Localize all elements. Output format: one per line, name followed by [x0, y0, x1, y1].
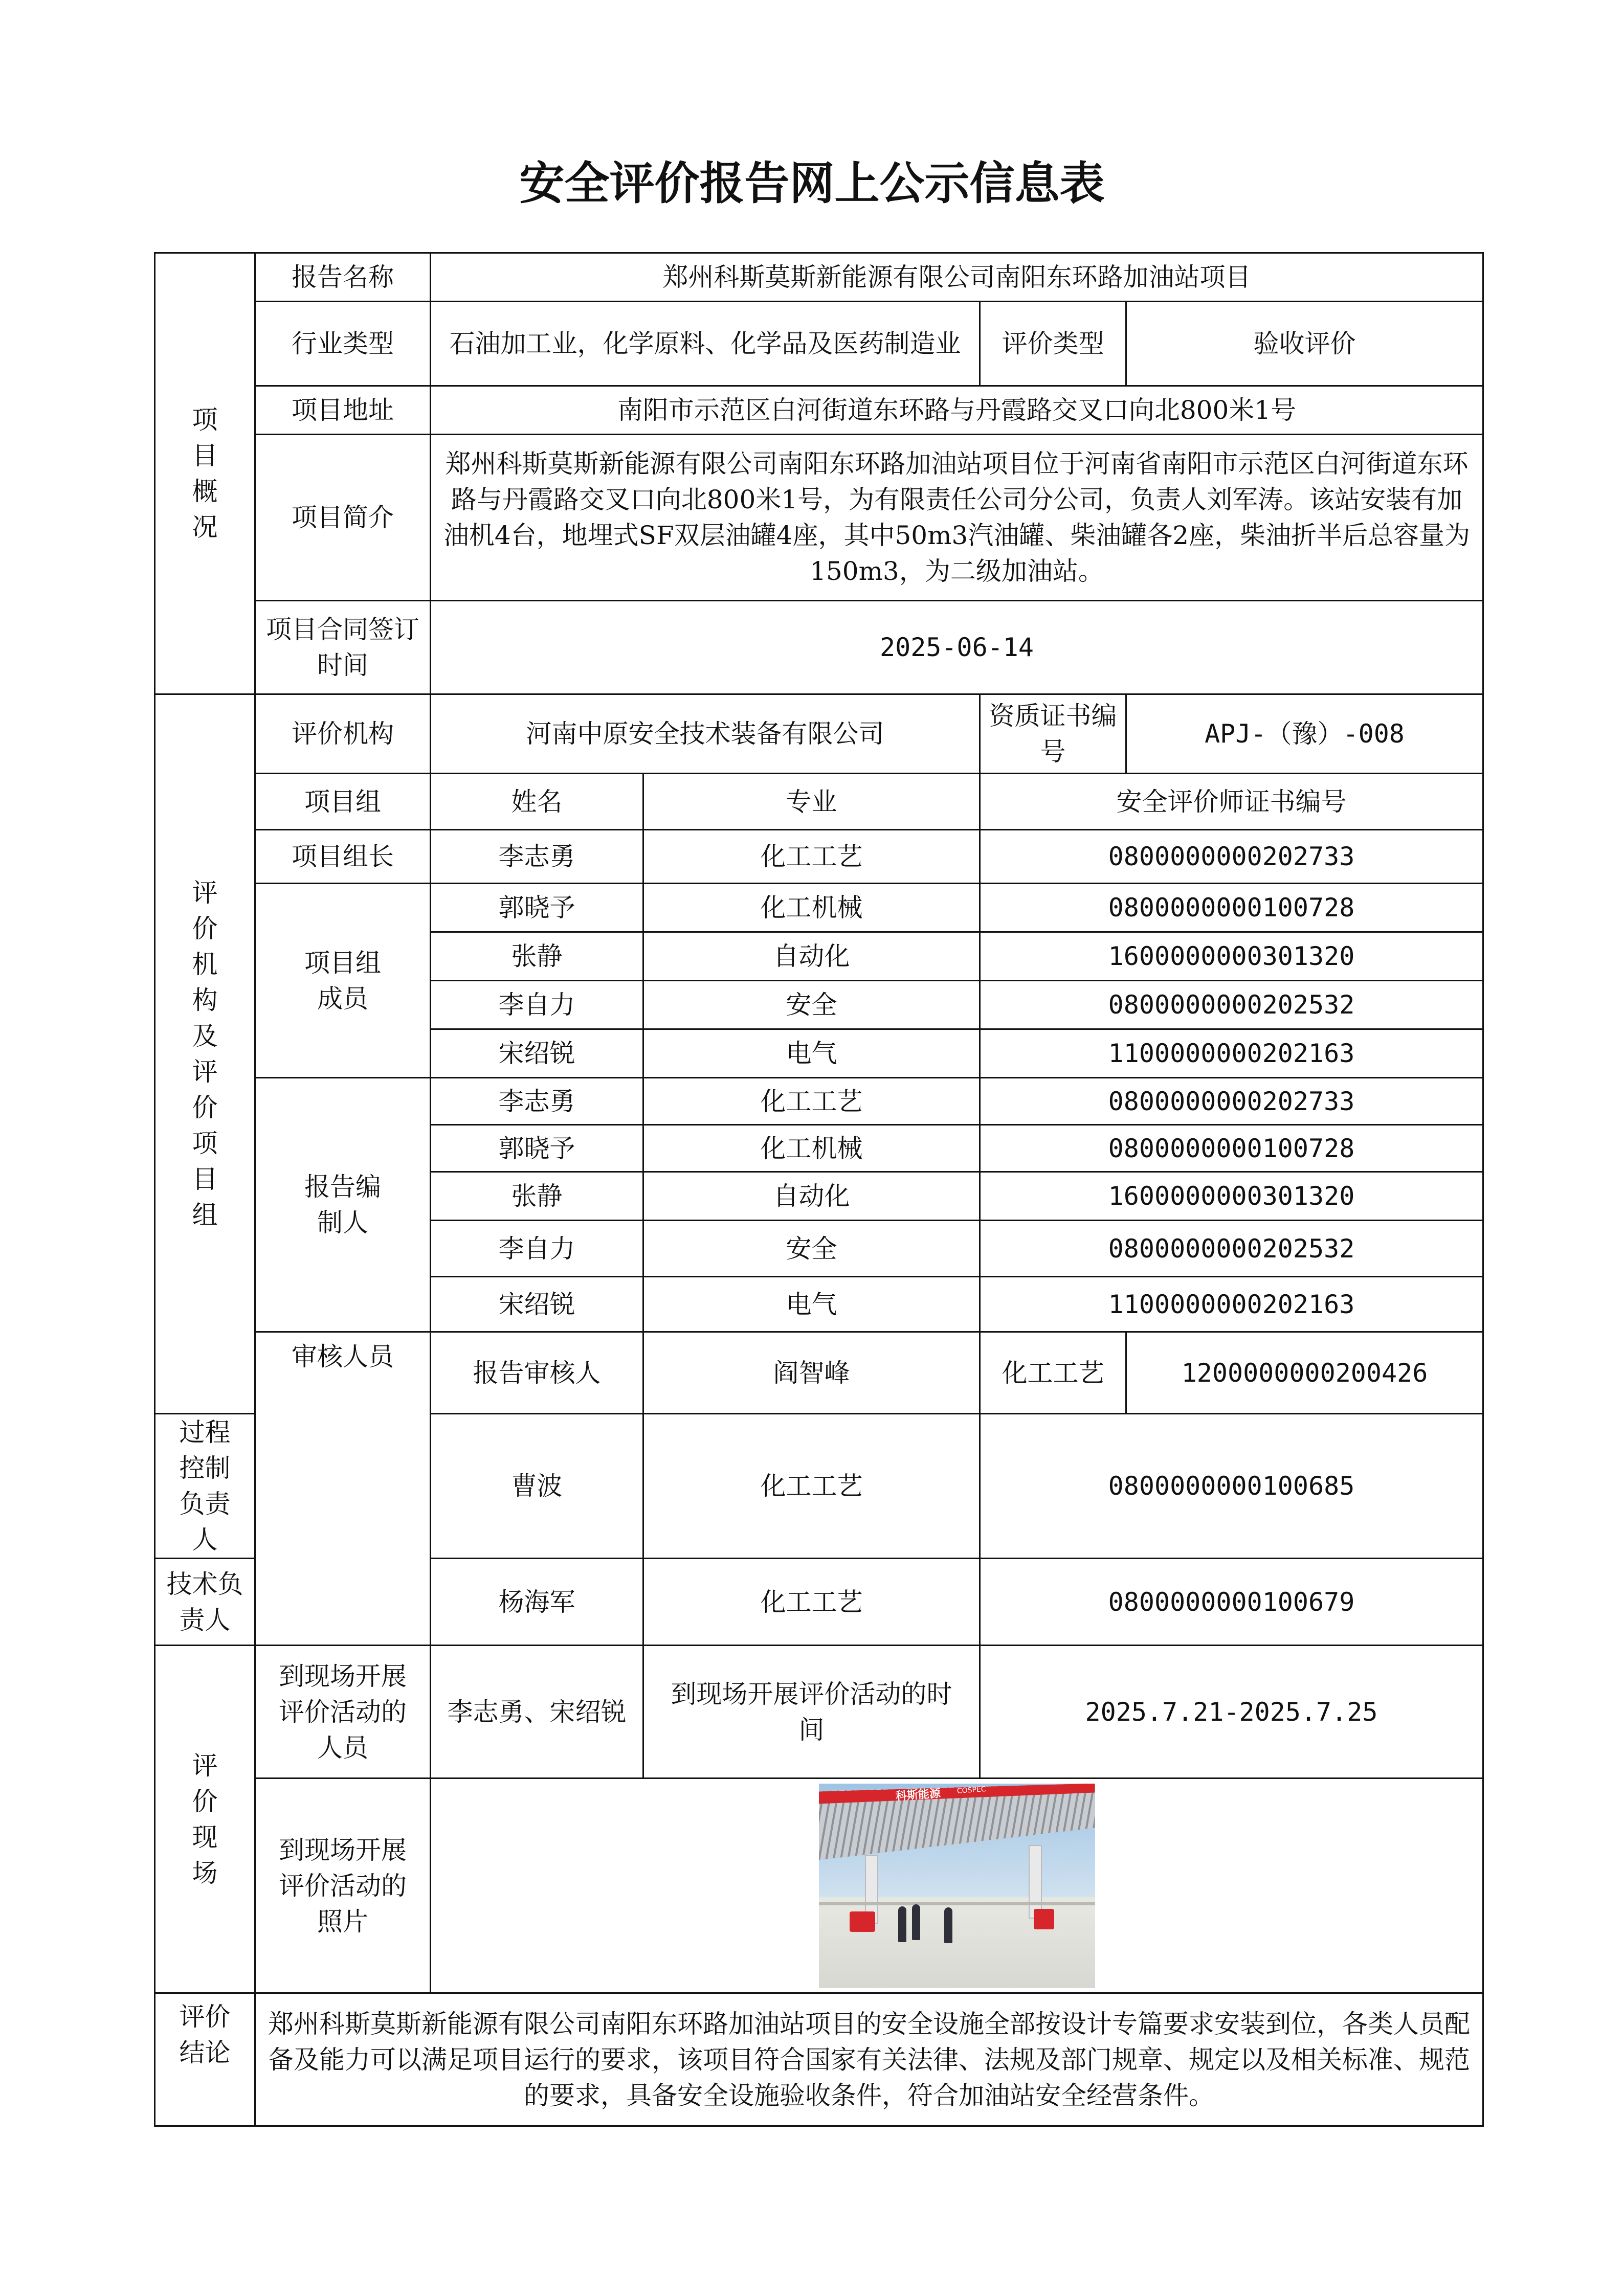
photo-pump: [850, 1911, 875, 1932]
photo-person: [944, 1907, 952, 1943]
tech-cert: 0800000000100679: [980, 1559, 1483, 1646]
author-name: 郭晓予: [431, 1125, 643, 1172]
author-cert: 0800000000100728: [980, 1125, 1483, 1172]
author-cert: 1600000000301320: [980, 1172, 1483, 1221]
author-major: 电气: [643, 1277, 980, 1332]
reviewer-row: [155, 1332, 1483, 1414]
industry-value: 石油加工业，化学原料、化学品及医药制造业: [431, 302, 980, 386]
tech-major: 化工工艺: [643, 1559, 980, 1646]
site-photo-cell: [431, 1779, 1483, 1993]
header-name: 姓名: [431, 774, 643, 830]
process-major: 化工工艺: [643, 1414, 980, 1559]
photo-person: [912, 1904, 920, 1940]
info-table: [154, 252, 1484, 2127]
row-industry: [155, 302, 1483, 386]
author-name: 李志勇: [431, 1078, 643, 1125]
author-major: 自动化: [643, 1172, 980, 1221]
address-value: 南阳市示范区白河街道东环路与丹霞路交叉口向北800米1号: [431, 386, 1483, 435]
reviewer-major: 化工工艺: [980, 1332, 1126, 1414]
site-people-row: [155, 1646, 1483, 1779]
eval-type-label: 评价类型: [980, 302, 1126, 386]
photo-ground: [819, 1902, 1095, 1905]
header-cert: 安全评价师证书编号: [980, 774, 1483, 830]
contract-label: 项目合同签订时间: [255, 601, 431, 694]
eval-type-value: 验收评价: [1126, 302, 1483, 386]
photo-pump: [1034, 1909, 1054, 1929]
org-label: 评价机构: [255, 694, 431, 774]
report-name: 郑州科斯莫斯新能源有限公司南阳东环路加油站项目: [431, 253, 1483, 302]
site-photo-row: [155, 1779, 1483, 1993]
member-name: 郭晓予: [431, 884, 643, 932]
photo-pillar: [1029, 1845, 1042, 1919]
process-label: 过程控制负责人: [155, 1414, 255, 1559]
member-major: 自动化: [643, 932, 980, 981]
author-cert: 0800000000202733: [980, 1078, 1483, 1125]
tech-label: 技术负责人: [155, 1559, 255, 1646]
section-site: 评 价 现 场: [155, 1646, 255, 1993]
section-team: 评 价 机 构 及 评 价 项 目 组: [155, 694, 255, 1414]
leader-cert: 0800000000202733: [980, 830, 1483, 884]
cert-value: APJ-（豫）-008: [1126, 694, 1483, 774]
site-time-label: 到现场开展评价活动的时间: [643, 1646, 980, 1779]
author-name: 张静: [431, 1172, 643, 1221]
section-conclusion: 评价结论: [155, 1993, 255, 2126]
site-people: 李志勇、宋绍锐: [431, 1646, 643, 1779]
author-major: 安全: [643, 1221, 980, 1277]
photo-sign: 科斯能源: [895, 1787, 941, 1803]
member-major: 安全: [643, 981, 980, 1029]
leader-label: 项目组长: [255, 830, 431, 884]
cert-label: 资质证书编号: [980, 694, 1126, 774]
row-report-name: [155, 253, 1483, 302]
leader-row: [155, 830, 1483, 884]
leader-name: 李志勇: [431, 830, 643, 884]
member-name: 李自力: [431, 981, 643, 1029]
intro-label: 项目简介: [255, 435, 431, 601]
process-name: 曹波: [431, 1414, 643, 1559]
author-cert: 0800000000202532: [980, 1221, 1483, 1277]
member-row: [155, 884, 1483, 932]
member-name: 宋绍锐: [431, 1029, 643, 1078]
conclusion-row: [155, 1993, 1483, 2126]
conclusion-text: 郑州科斯莫斯新能源有限公司南阳东环路加油站项目的安全设施全部按设计专篇要求安装到位，各类人员配备及能力可以满足项目运行的要求，该项目符合国家有关法律、法规及部门规章、规定以及相关标准、规范的要求，具备安全设施验收条件，符合加油站安全经营条件。: [255, 1993, 1483, 2126]
members-label: 项目组成员: [255, 884, 431, 1078]
section-review: 审核人员: [255, 1332, 431, 1646]
reviewer-label: 报告审核人: [431, 1332, 643, 1414]
member-cert: 0800000000100728: [980, 884, 1483, 932]
header-group: 项目组: [255, 774, 431, 830]
tech-name: 杨海军: [431, 1559, 643, 1646]
intro-text: 郑州科斯莫斯新能源有限公司南阳东环路加油站项目位于河南省南阳市示范区白河街道东环路与丹霞路交叉口向北800米1号，为有限责任公司分公司，负责人刘军涛。该站安装有加油机4台，地埋式SF双层油罐4座，其中50m3汽油罐、柴油罐各2座，柴油折半后总容量为150m3，为二级加油站。: [431, 435, 1483, 601]
report-name-label: 报告名称: [255, 253, 431, 302]
member-major: 电气: [643, 1029, 980, 1078]
row-org: [155, 694, 1483, 774]
site-photo-label: 到现场开展评价活动的照片: [255, 1779, 431, 1993]
row-address: [155, 386, 1483, 435]
author-name: 宋绍锐: [431, 1277, 643, 1332]
author-cert: 1100000000202163: [980, 1277, 1483, 1332]
row-contract: [155, 601, 1483, 694]
row-intro: [155, 435, 1483, 601]
photo-person: [898, 1906, 906, 1942]
author-row: [155, 1078, 1483, 1125]
org-value: 河南中原安全技术装备有限公司: [431, 694, 980, 774]
site-photo: [819, 1784, 1095, 1988]
photo-sign-en: COSPEC: [956, 1785, 986, 1795]
industry-label: 行业类型: [255, 302, 431, 386]
header-major: 专业: [643, 774, 980, 830]
page-title: 安全评价报告网上公示信息表: [519, 157, 1105, 210]
authors-label: 报告编制人: [255, 1078, 431, 1332]
leader-major: 化工工艺: [643, 830, 980, 884]
author-major: 化工工艺: [643, 1078, 980, 1125]
member-cert: 0800000000202532: [980, 981, 1483, 1029]
address-label: 项目地址: [255, 386, 431, 435]
reviewer-cert: 1200000000200426: [1126, 1332, 1483, 1414]
member-name: 张静: [431, 932, 643, 981]
section-overview: 项 目 概 况: [155, 253, 255, 694]
process-cert: 0800000000100685: [980, 1414, 1483, 1559]
member-major: 化工机械: [643, 884, 980, 932]
author-major: 化工机械: [643, 1125, 980, 1172]
team-header-row: [155, 774, 1483, 830]
contract-date: 2025-06-14: [431, 601, 1483, 694]
site-people-label: 到现场开展评价活动的人员: [255, 1646, 431, 1779]
member-cert: 1100000000202163: [980, 1029, 1483, 1078]
member-cert: 1600000000301320: [980, 932, 1483, 981]
site-time: 2025.7.21-2025.7.25: [980, 1646, 1483, 1779]
author-name: 李自力: [431, 1221, 643, 1277]
reviewer-name: 阎智峰: [643, 1332, 980, 1414]
